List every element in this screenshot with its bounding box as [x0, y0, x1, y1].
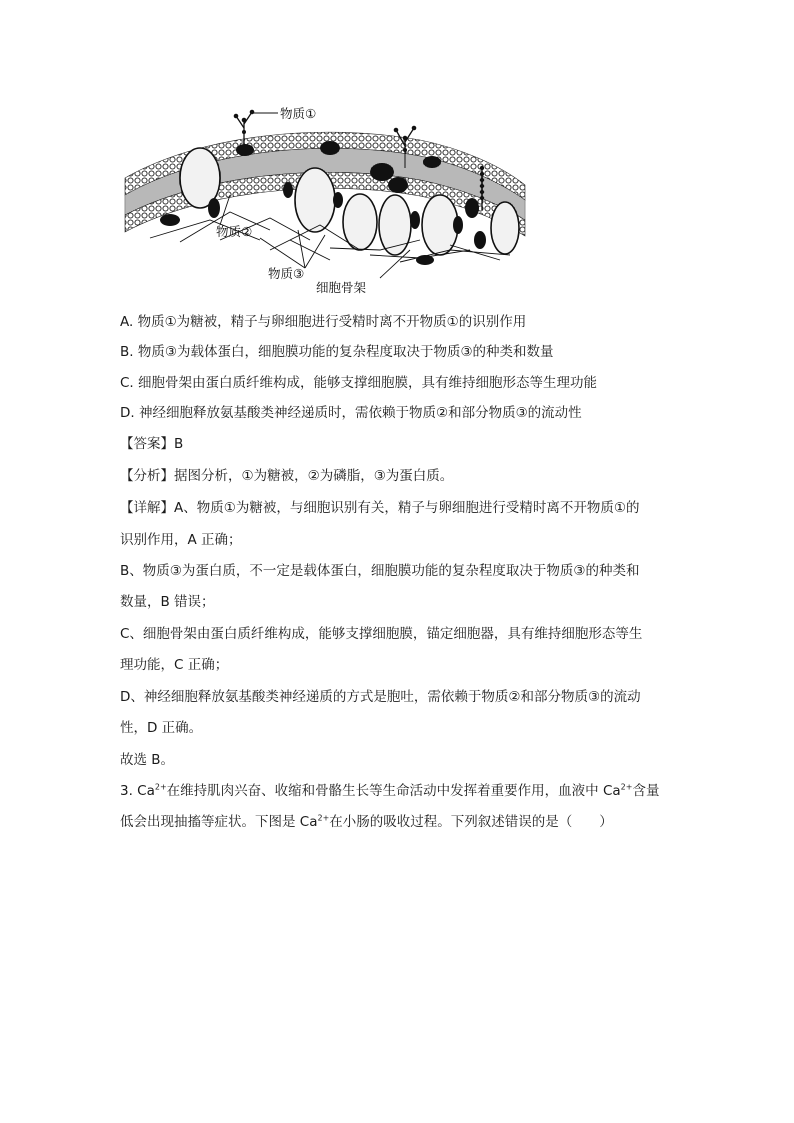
- label-substance-2: 物质②: [216, 224, 253, 239]
- detail-b-line2: 数量，B 错误；: [120, 594, 215, 610]
- detail-d-line2: 性，D 正确。: [120, 720, 203, 736]
- ion-charge: 2+: [154, 782, 167, 792]
- option-c: C. 细胞骨架由蛋白质纤维构成，能够支撑细胞膜，具有维持细胞形态等生理功能: [120, 375, 598, 391]
- detail-a-line2: 识别作用，A 正确；: [120, 532, 242, 548]
- question-3-line1: [120, 781, 680, 801]
- detail-c-line2: 理功能，C 正确；: [120, 657, 229, 673]
- detail-c-line1: C、细胞骨架由蛋白质纤维构成，能够支撑细胞膜，锚定细胞器，具有维持细胞形态等生: [120, 626, 643, 642]
- question-3-text-c: 低会出现抽搐等症状。下图是 Ca: [120, 814, 318, 830]
- option-a: A. 物质①为糖被，精子与卵细胞进行受精时离不开物质①的识别作用: [120, 314, 527, 330]
- question-3-text-b: 含量: [632, 783, 660, 799]
- detail-a-line1: 【详解】A、物质①为糖被，与细胞识别有关，精子与卵细胞进行受精时离不开物质①的: [120, 500, 640, 516]
- answer: 【答案】B: [120, 436, 184, 452]
- label-substance-3: 物质③: [268, 266, 305, 281]
- question-3-line2: [120, 812, 680, 832]
- option-d: D. 神经细胞释放氨基酸类神经递质时，需依赖于物质②和部分物质③的流动性: [120, 405, 582, 421]
- fluid-mosaic-diagram: [120, 100, 530, 300]
- analysis: 【分析】据图分析，①为糖被，②为磷脂，③为蛋白质。: [120, 468, 454, 484]
- cell-membrane-figure: [120, 100, 530, 300]
- label-substance-1: 物质①: [280, 106, 317, 121]
- conclusion: 故选 B。: [120, 752, 175, 768]
- detail-d-line1: D、神经细胞释放氨基酸类神经递质的方式是胞吐，需依赖于物质②和部分物质③的流动: [120, 689, 641, 705]
- label-cytoskeleton: 细胞骨架: [316, 280, 367, 295]
- ion-charge: 2+: [620, 782, 633, 792]
- option-b: B. 物质③为载体蛋白，细胞膜功能的复杂程度取决于物质③的种类和数量: [120, 344, 554, 360]
- question-3-number: 3. Ca: [120, 783, 155, 799]
- detail-b-line1: B、物质③为蛋白质，不一定是载体蛋白，细胞膜功能的复杂程度取决于物质③的种类和: [120, 563, 640, 579]
- question-3-text-d: 在小肠的吸收过程。下列叙述错误的是（ ）: [329, 814, 613, 830]
- question-3-text-a: 在维持肌肉兴奋、收缩和骨骼生长等生命活动中发挥着重要作用，血液中 Ca: [166, 783, 621, 799]
- ion-charge: 2+: [317, 813, 330, 823]
